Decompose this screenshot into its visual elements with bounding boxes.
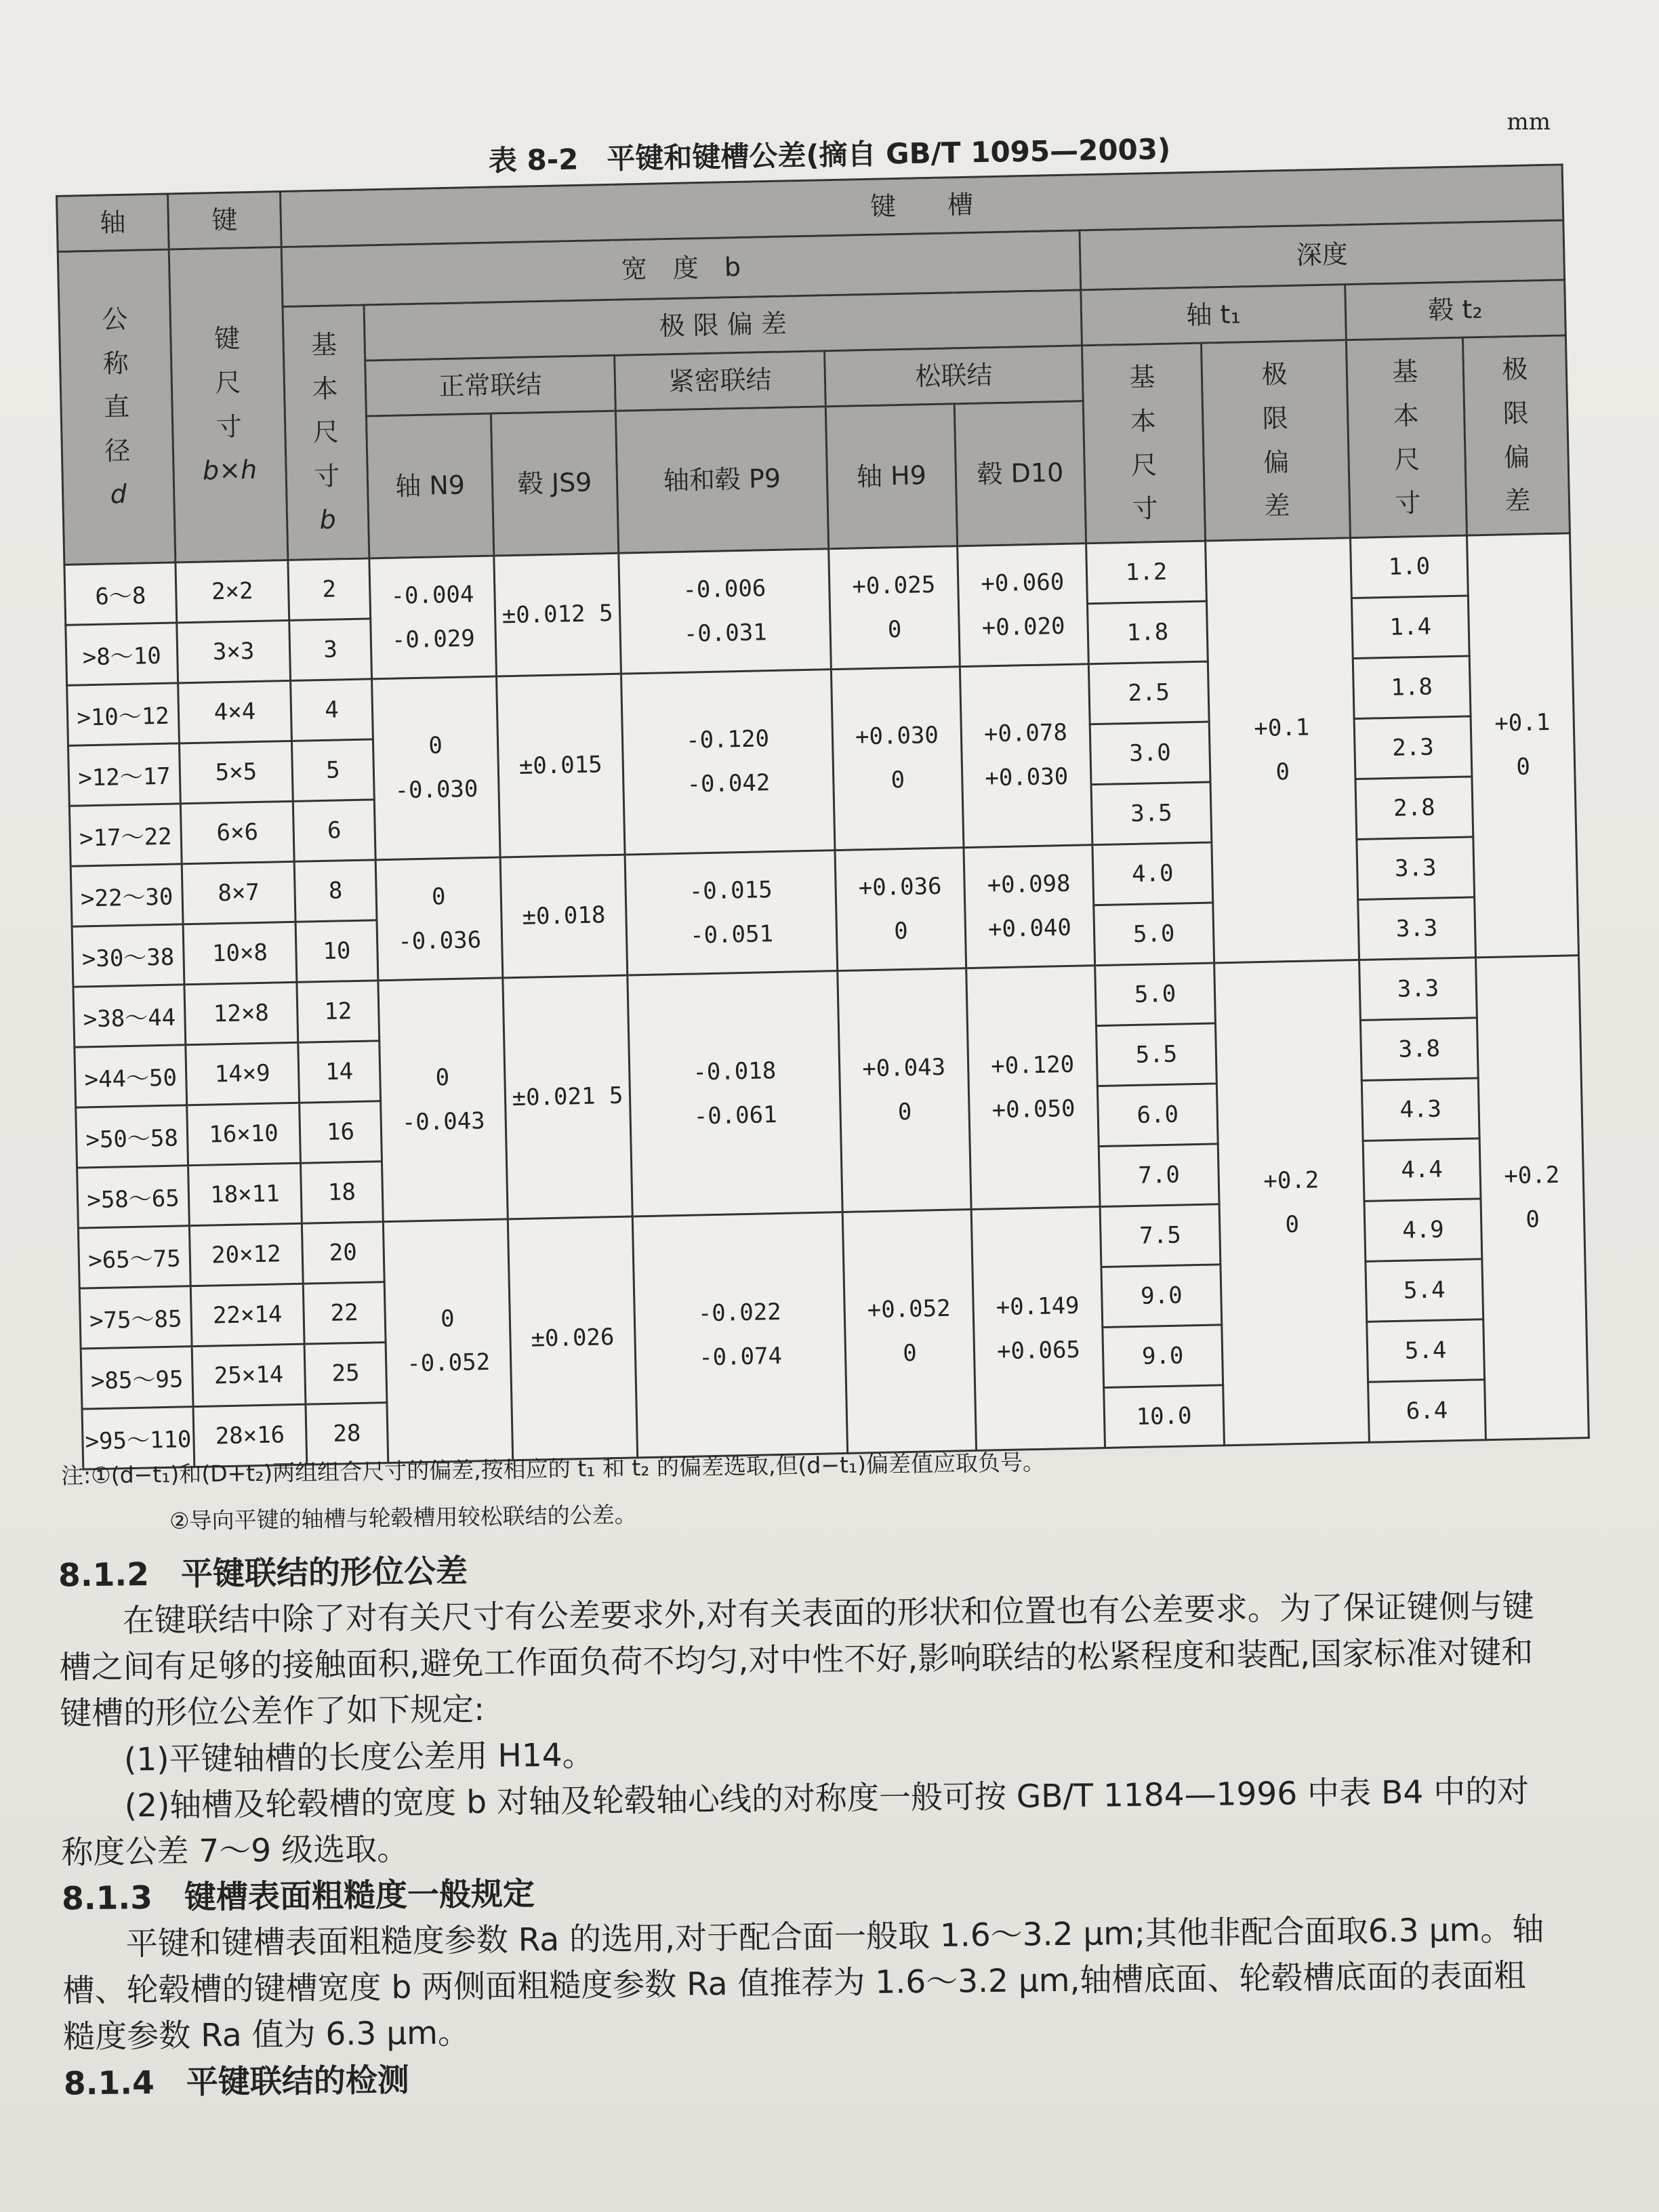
- value-line: 0: [897, 1098, 912, 1126]
- cell-bh: 28×16: [193, 1404, 307, 1467]
- cell-b: 22: [303, 1282, 386, 1344]
- cell-d: >8～10: [66, 623, 178, 685]
- cell-d10: [958, 544, 1089, 667]
- value-line: 0: [428, 732, 443, 760]
- value-line: -0.006: [682, 575, 766, 604]
- cell-bh: 12×8: [184, 982, 298, 1044]
- cell-b: 6: [293, 800, 375, 861]
- value-line: 0: [440, 1305, 455, 1333]
- cell-t2-basic: 2.3: [1354, 716, 1472, 779]
- cell-n9: [378, 978, 508, 1222]
- cell-d10: [966, 966, 1100, 1210]
- cell-t2-basic: 1.8: [1353, 656, 1471, 719]
- cell-h9: [842, 1210, 976, 1454]
- cell-bh: 22×14: [190, 1284, 304, 1346]
- cell-js9: [508, 1216, 637, 1460]
- cell-bh: 3×3: [177, 620, 291, 682]
- value-line: +0.098: [987, 869, 1071, 899]
- header-t1-limit-deviation: 极 限 偏 差: [1201, 340, 1350, 541]
- value-line: -0.030: [394, 775, 478, 804]
- cell-bh: 4×4: [178, 680, 292, 743]
- value-line: ±0.015: [518, 750, 603, 780]
- value-line: 0: [893, 917, 909, 945]
- cell-t2-deviation: [1467, 533, 1578, 958]
- cell-t2-basic: 6.4: [1368, 1380, 1486, 1443]
- cell-b: 20: [302, 1222, 384, 1284]
- cell-n9: [372, 676, 501, 860]
- cell-bh: 5×5: [179, 741, 293, 803]
- cell-b: 2: [288, 558, 371, 620]
- cell-bh: 10×8: [183, 922, 297, 984]
- cell-d: >12～17: [68, 743, 181, 806]
- cell-b: 10: [295, 920, 378, 982]
- cell-b: 12: [297, 981, 380, 1042]
- cell-t2-basic: 3.3: [1358, 897, 1476, 960]
- cell-b: 5: [291, 739, 374, 801]
- section-8-1-2-heading: 8.1.2 平键联结的形位公差: [58, 1553, 468, 1595]
- cell-d: >10～12: [67, 683, 180, 745]
- value-line: 0: [435, 1064, 450, 1092]
- cell-t1-basic: 1.2: [1086, 541, 1207, 604]
- value-line: +0.060: [980, 568, 1065, 598]
- cell-b: 18: [300, 1162, 383, 1223]
- list-item-2: (2)轴槽及轮毂槽的宽度 b 对轴及轮毂轴心线的对称度一般可按 GB/T 1184—1996 中表 B4 中的对称度公差 7～9 级选取。: [61, 1772, 1530, 1872]
- cell-bh: 6×6: [180, 801, 294, 863]
- cell-d: >85～95: [81, 1347, 193, 1409]
- value-line: +0.043: [861, 1053, 946, 1083]
- value-line: +0.025: [852, 571, 936, 600]
- cell-t2-deviation: [1476, 956, 1589, 1440]
- header-t2-limit-deviation: 极 限 偏 差: [1462, 335, 1570, 535]
- value-line: -0.018: [692, 1057, 777, 1086]
- header-shaft-t1: 轴 t₁: [1081, 285, 1347, 346]
- cell-bh: 20×12: [189, 1223, 303, 1286]
- cell-p9: [625, 851, 838, 975]
- header-width-b: 宽 度 b: [281, 230, 1081, 307]
- cell-t2-basic: 4.9: [1364, 1199, 1482, 1262]
- section-8-1-3-heading: 8.1.3 键槽表面粗糙度一般规定: [61, 1875, 535, 1918]
- cell-d: >22～30: [70, 864, 183, 926]
- cell-h9: [831, 667, 964, 851]
- keyway-tolerance-table: [56, 163, 1590, 1470]
- cell-b: 14: [298, 1041, 381, 1103]
- header-normal-fit: 正常联结: [365, 355, 616, 416]
- value-line: +0.065: [996, 1336, 1081, 1365]
- cell-d: 6～8: [64, 562, 177, 625]
- header-loose-fit: 松联结: [825, 346, 1084, 407]
- cell-bh: 14×9: [186, 1042, 300, 1105]
- cell-d: >58～65: [77, 1166, 190, 1228]
- header-shaft-hub-p9: 轴和毂 P9: [615, 407, 828, 553]
- header-key-size: 键 尺 寸 b×h: [169, 247, 288, 562]
- cell-js9: [494, 553, 621, 676]
- value-line: +0.036: [858, 872, 942, 902]
- value-line: +0.030: [855, 722, 939, 751]
- value-line: ±0.018: [522, 901, 606, 931]
- cell-b: 3: [289, 619, 372, 680]
- header-hub-js9: 毂 JS9: [491, 411, 618, 556]
- cell-d: >75～85: [79, 1286, 192, 1349]
- value-line: -0.004: [390, 581, 474, 610]
- value-line: +0.2: [1503, 1161, 1560, 1190]
- cell-d: >38～44: [73, 985, 186, 1047]
- cell-t1-basic: 2.5: [1088, 661, 1209, 724]
- value-line: -0.061: [693, 1101, 777, 1130]
- cell-t1-basic: 5.0: [1095, 963, 1216, 1026]
- cell-t2-basic: 3.3: [1359, 958, 1477, 1021]
- value-line: -0.015: [689, 876, 773, 905]
- value-line: -0.074: [698, 1342, 783, 1371]
- value-line: 0: [431, 883, 446, 911]
- cell-js9: [503, 975, 632, 1219]
- value-line: +0.1: [1254, 714, 1310, 743]
- cell-bh: 16×10: [187, 1103, 301, 1165]
- cell-d10: [960, 664, 1092, 848]
- cell-b: 8: [294, 860, 377, 922]
- cell-t2-basic: 2.8: [1355, 777, 1473, 840]
- cell-p9: [621, 670, 835, 855]
- cell-d: >17～22: [69, 804, 182, 866]
- paragraph-1: 在键联结中除了对有关尺寸有公差要求外,对有关表面的形状和位置也有公差要求。为了保证键侧与键槽之间有足够的接触面积,避免工作面负荷不均匀,对中性不好,影响联结的松紧程度和装配,国家标准对键和键槽的形位公差作了如下规定:: [59, 1587, 1534, 1733]
- value-line: -0.043: [401, 1107, 486, 1136]
- header-basic-size-b: 基 本 尺 寸 b: [283, 305, 369, 560]
- value-line: +0.1: [1494, 709, 1551, 738]
- unit-label: mm: [1507, 108, 1551, 136]
- cell-bh: 18×11: [188, 1163, 302, 1225]
- cell-t1-basic: 7.5: [1100, 1204, 1221, 1267]
- value-line: 0: [890, 766, 905, 794]
- table-body: [64, 533, 1589, 1469]
- cell-n9: [375, 857, 503, 981]
- header-shaft-h9: 轴 H9: [825, 404, 957, 549]
- cell-p9: [632, 1212, 847, 1458]
- list-item-1: (1)平键轴槽的长度公差用 H14。: [123, 1736, 594, 1779]
- value-line: +0.120: [990, 1050, 1075, 1080]
- cell-t1-basic: 4.0: [1092, 842, 1213, 905]
- note-1: 注:①(d−t₁)和(D+t₂)两组组合尺寸的偏差,按相应的 t₁ 和 t₂ 的偏差选取,但(d−t₁)偏差值应取负号。: [60, 1448, 1046, 1490]
- cell-n9: [369, 556, 497, 679]
- cell-t1-basic: 3.0: [1090, 722, 1210, 785]
- value-line: 0: [1515, 753, 1531, 781]
- value-line: +0.040: [987, 914, 1072, 943]
- value-line: +0.020: [981, 612, 1065, 642]
- cell-t1-basic: 3.5: [1091, 782, 1212, 845]
- cell-t1-basic: 1.8: [1087, 601, 1208, 664]
- cell-bh: 2×2: [176, 560, 289, 622]
- cell-t2-basic: 3.8: [1360, 1018, 1478, 1081]
- header-hub-t2: 毂 t₂: [1345, 280, 1566, 340]
- header-limit-deviation: 极 限 偏 差: [364, 290, 1082, 361]
- value-line: -0.031: [683, 618, 768, 648]
- body-text: [58, 1538, 1548, 2108]
- value-line: -0.022: [697, 1298, 782, 1328]
- cell-d: >30～38: [72, 924, 184, 987]
- value-line: ±0.026: [531, 1324, 615, 1353]
- value-line: 0: [1285, 1210, 1300, 1238]
- value-line: 0: [1525, 1205, 1540, 1233]
- header-shaft-n9: 轴 N9: [366, 413, 493, 558]
- paragraph-2: 平键和键槽表面粗糙度参数 Ra 的选用,对于配合面一般取 1.6～3.2 μm;其他非配合面取6.3 μm。轴槽、轮毂槽的键槽宽度 b 两侧面粗糙度参数 Ra 值推荐为 1.6～3.2 μm,轴槽底面、轮毂槽底面的表面粗糙度参数 Ra 值为 6.3 μm。: [62, 1910, 1544, 2056]
- cell-t1-deviation: [1206, 538, 1359, 963]
- note-2: ②导向平键的轴槽与轮毂槽用较松联结的公差。: [169, 1501, 637, 1534]
- cell-h9: [835, 848, 966, 971]
- section-8-1-4-heading: 8.1.4 平键联结的检测: [63, 2061, 410, 2102]
- cell-h9: [829, 546, 960, 670]
- value-line: -0.036: [397, 926, 482, 956]
- value-line: -0.120: [685, 725, 770, 755]
- header-depth: 深度: [1080, 220, 1565, 290]
- cell-bh: 8×7: [182, 861, 295, 924]
- table-caption: 表 8-2 平键和键槽公差(摘自 GB/T 1095—2003): [488, 132, 1171, 178]
- cell-d: >65～75: [78, 1226, 190, 1288]
- cell-t1-basic: 5.5: [1097, 1023, 1217, 1086]
- cell-t2-basic: 1.0: [1351, 535, 1469, 598]
- cell-t2-basic: 1.4: [1351, 596, 1469, 659]
- value-line: ±0.021 5: [512, 1082, 623, 1112]
- cell-t1-basic: 10.0: [1104, 1385, 1225, 1448]
- cell-b: 4: [291, 679, 373, 741]
- cell-t1-basic: 7.0: [1099, 1144, 1219, 1207]
- cell-b: 25: [304, 1343, 387, 1404]
- cell-p9: [619, 549, 832, 674]
- value-line: +0.149: [996, 1292, 1080, 1322]
- value-line: 0: [1275, 758, 1290, 786]
- cell-d: >50～58: [76, 1105, 188, 1168]
- cell-n9: [383, 1219, 512, 1463]
- header-tight-fit: 紧密联结: [615, 351, 826, 411]
- cell-js9: [500, 855, 628, 978]
- cell-b: 28: [306, 1403, 388, 1465]
- value-line: +0.052: [867, 1294, 951, 1324]
- cell-t2-basic: 4.4: [1363, 1139, 1481, 1202]
- header-t2-basic-size: 基 本 尺 寸: [1346, 337, 1467, 538]
- cell-bh: 25×14: [192, 1344, 306, 1406]
- header-shaft: 轴: [57, 194, 169, 251]
- value-line: +0.030: [984, 762, 1069, 792]
- cell-d: >95～110: [82, 1407, 194, 1469]
- value-line: -0.051: [689, 920, 774, 949]
- header-t1-basic-size: 基 本 尺 寸: [1082, 343, 1205, 544]
- cell-b: 16: [300, 1101, 382, 1163]
- cell-t1-basic: 6.0: [1097, 1084, 1218, 1147]
- cell-p9: [628, 971, 842, 1216]
- header-key: 键: [167, 192, 281, 249]
- value-line: 0: [887, 615, 902, 643]
- cell-js9: [497, 674, 626, 857]
- cell-t1-basic: 9.0: [1103, 1325, 1223, 1388]
- value-line: +0.050: [991, 1094, 1076, 1124]
- cell-t1-basic: 5.0: [1094, 903, 1214, 966]
- value-line: -0.052: [406, 1348, 491, 1378]
- value-line: 0: [902, 1339, 918, 1367]
- value-line: ±0.012 5: [501, 600, 613, 630]
- header-keyway: 键 槽: [280, 165, 1563, 247]
- cell-t2-basic: 4.3: [1361, 1078, 1479, 1141]
- cell-h9: [838, 968, 971, 1212]
- cell-d10: [971, 1207, 1105, 1451]
- cell-d: >44～50: [75, 1045, 187, 1107]
- header-hub-d10: 毂 D10: [954, 401, 1086, 546]
- cell-d10: [964, 845, 1095, 968]
- header-nominal-diameter: 公 称 直 径 d: [58, 249, 176, 565]
- cell-t2-basic: 5.4: [1367, 1319, 1485, 1382]
- value-line: -0.029: [391, 624, 476, 654]
- value-line: -0.042: [687, 769, 771, 798]
- cell-t2-basic: 3.3: [1357, 837, 1475, 900]
- value-line: +0.2: [1263, 1166, 1319, 1195]
- cell-t1-deviation: [1214, 960, 1370, 1445]
- cell-t1-basic: 9.0: [1101, 1265, 1222, 1328]
- cell-t2-basic: 5.4: [1366, 1259, 1483, 1322]
- value-line: +0.078: [983, 719, 1068, 748]
